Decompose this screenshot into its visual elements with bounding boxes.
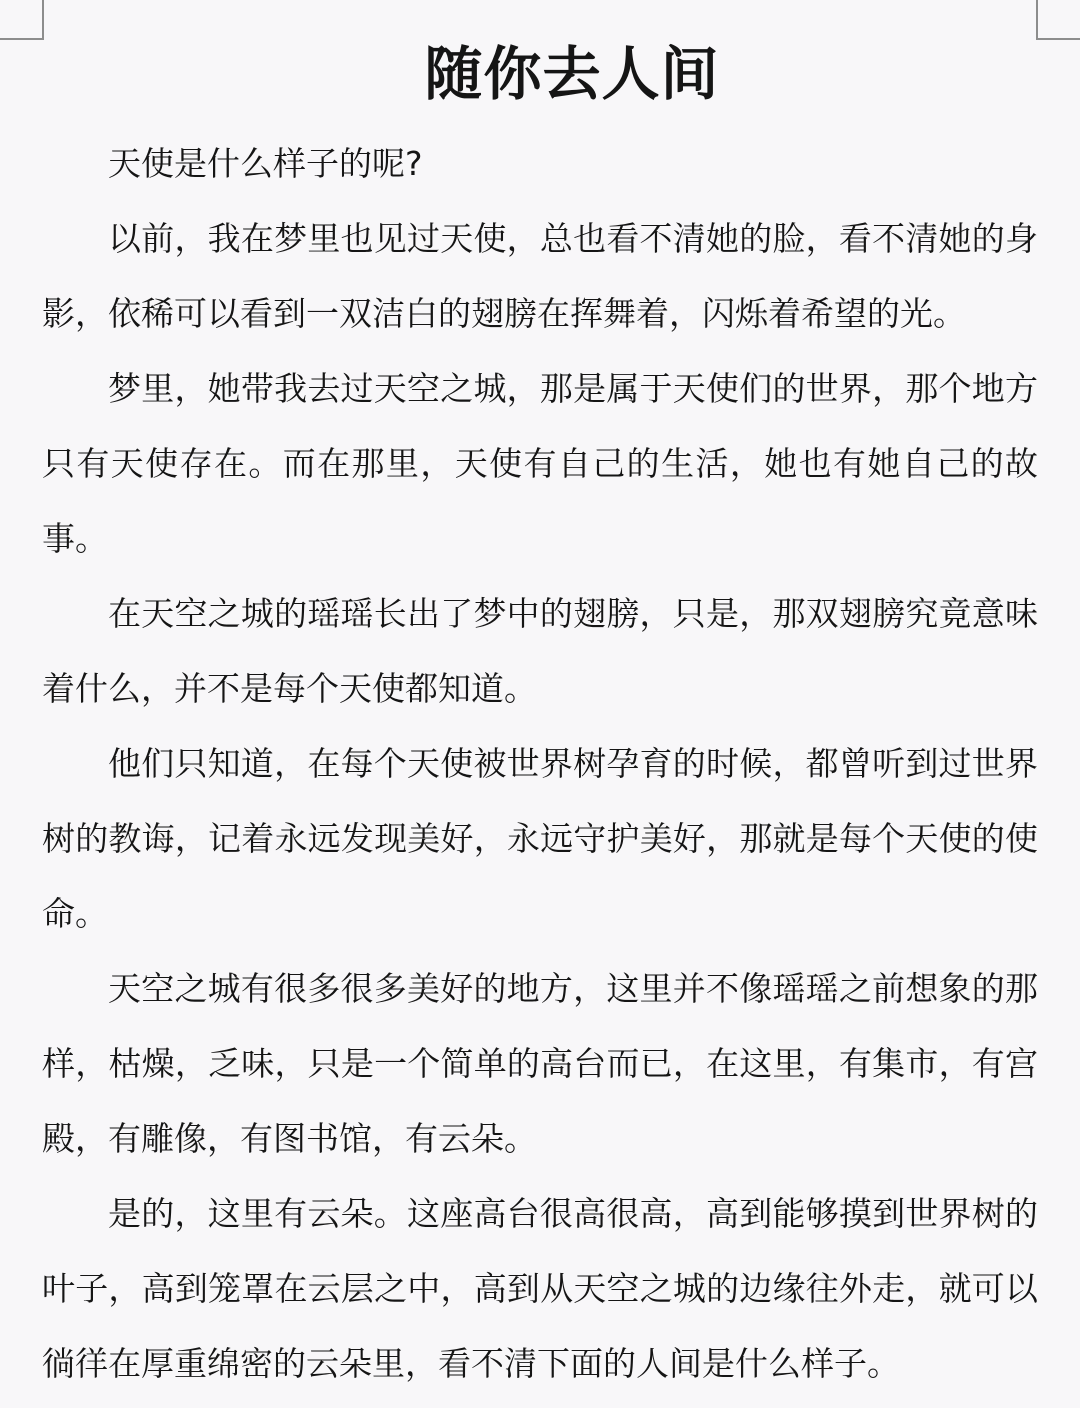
page-corner-top-left-mark [0,0,44,40]
paragraph-1: 天使是什么样子的呢? [108,144,423,183]
paragraph-6: 天空之城有很多很多美好的地方，这里并不像瑶瑶之前想象的那样，枯燥，乏味，只是一个简单的高台而已，在这里，有集市，有宫殿，有雕像，有图书馆，有云朵。 [42,969,1038,1158]
page-corner-top-right-mark [1036,0,1080,40]
document-title: 随你去人间 [424,40,720,108]
document-page [42,0,1038,1408]
paragraph-2: 以前，我在梦里也见过天使，总也看不清她的脸，看不清她的身影，依稀可以看到一双洁白的翅膀在挥舞着，闪烁着希望的光。 [42,219,1038,333]
paragraph-3: 梦里，她带我去过天空之城，那是属于天使们的世界，那个地方只有天使存在。而在那里，天使有自己的生活，她也有她自己的故事。 [42,369,1038,558]
document-body [42,126,1038,1401]
paragraph-7: 是的，这里有云朵。这座高台很高很高，高到能够摸到世界树的叶子，高到笼罩在云层之中，高到从天空之城的边缘往外走，就可以徜徉在厚重绵密的云朵里，看不清下面的人间是什么样子。 [42,1194,1038,1383]
paragraph-4: 在天空之城的瑶瑶长出了梦中的翅膀，只是，那双翅膀究竟意味着什么，并不是每个天使都知道。 [42,594,1038,708]
paragraph-5: 他们只知道，在每个天使被世界树孕育的时候，都曾听到过世界树的教诲，记着永远发现美好，永远守护美好，那就是每个天使的使命。 [42,744,1038,933]
